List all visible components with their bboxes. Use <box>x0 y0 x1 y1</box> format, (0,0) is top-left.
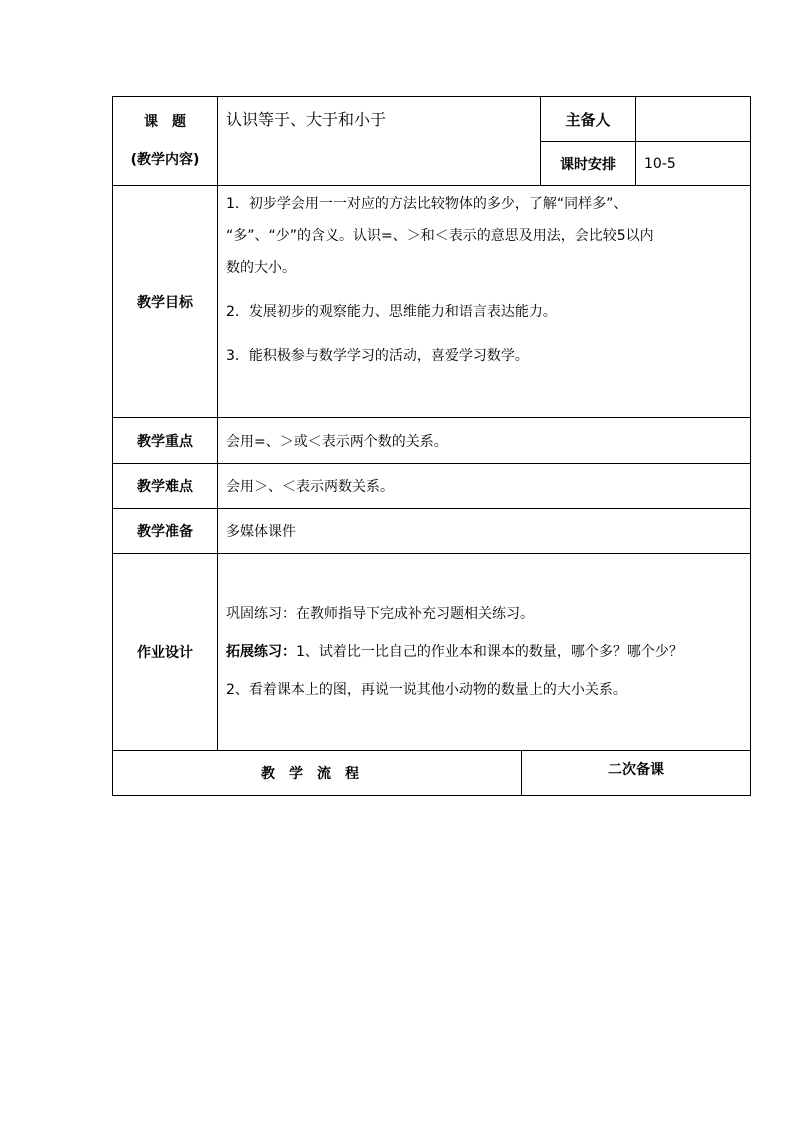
key-point-label-cell <box>113 418 218 464</box>
goal-item-2: 2．发展初步的观察能力、思维能力和语言表达能力。 <box>226 304 557 320</box>
preparation-label-cell <box>113 509 218 554</box>
preparation-text: 多媒体课件 <box>226 524 296 540</box>
preparation-label: 教学准备 <box>137 524 193 540</box>
second-prep-label: 二次备课 <box>608 762 664 778</box>
topic-title: 认识等于、大于和小于 <box>226 110 387 129</box>
teaching-flow-row <box>113 751 751 796</box>
homework-line-2 <box>226 641 746 663</box>
key-point-text: 会用=、＞或＜表示两个数的关系。 <box>226 433 448 450</box>
preparation-content-cell <box>218 509 751 554</box>
homework-row <box>113 554 751 751</box>
homework-line-3: 2、看着课本上的图，再说一说其他小动物的数量上的大小关系。 <box>226 682 627 698</box>
lead-teacher-label: 主备人 <box>565 110 611 129</box>
goals-row <box>113 186 751 418</box>
homework-line-2-rest: 1、试着比一比自己的作业本和课本的数量，哪个多？哪个少？ <box>296 644 683 660</box>
topic-row-1 <box>113 97 751 142</box>
difficulty-label: 教学难点 <box>137 479 193 495</box>
goals-content-cell <box>218 186 751 418</box>
homework-label: 作业设计 <box>137 645 193 661</box>
key-point-content-cell <box>218 418 751 464</box>
goal-item-3: 3．能积极参与数学学习的活动，喜爱学习数学。 <box>226 348 529 364</box>
topic-title-cell <box>218 97 541 186</box>
difficulty-row <box>113 464 751 509</box>
topic-sub-label: (教学内容) <box>130 152 200 168</box>
preparation-row <box>113 509 751 554</box>
teaching-flow-cell <box>113 751 522 796</box>
homework-label-cell <box>113 554 218 751</box>
topic-label: 课 题 <box>144 114 186 130</box>
lead-teacher-label-cell <box>541 97 636 142</box>
key-point-label: 教学重点 <box>137 433 193 450</box>
difficulty-label-cell <box>113 464 218 509</box>
goal-item-1-line-2: “多”、“少”的含义。认识=、＞和＜表示的意思及用法，会比较5以内 <box>226 228 654 244</box>
topic-label-cell <box>113 97 218 186</box>
homework-line-1: 巩固练习：在教师指导下完成补充习题相关练习。 <box>226 606 534 622</box>
teaching-flow-table <box>112 750 751 796</box>
goals-label: 教学目标 <box>137 294 193 311</box>
lesson-plan-table <box>112 96 751 751</box>
difficulty-text: 会用＞、＜表示两数关系。 <box>226 479 394 495</box>
key-point-row <box>113 418 751 464</box>
goal-item-1-line-1: 1．初步学会用一一对应的方法比较物体的多少，了解“同样多”、 <box>226 196 628 212</box>
difficulty-content-cell <box>218 464 751 509</box>
homework-content-cell <box>218 554 751 751</box>
schedule-label: 课时安排 <box>560 156 616 173</box>
goals-label-cell <box>113 186 218 418</box>
schedule-value-cell <box>636 142 751 186</box>
homework-line-2-lead: 拓展练习： <box>226 644 296 660</box>
teaching-flow-label: 教学流程 <box>261 766 373 782</box>
lead-teacher-value-cell <box>636 97 751 142</box>
schedule-label-cell <box>541 142 636 186</box>
goal-item-1-line-3: 数的大小。 <box>226 260 296 276</box>
second-prep-cell <box>522 751 751 796</box>
schedule-value: 10-5 <box>644 155 676 172</box>
